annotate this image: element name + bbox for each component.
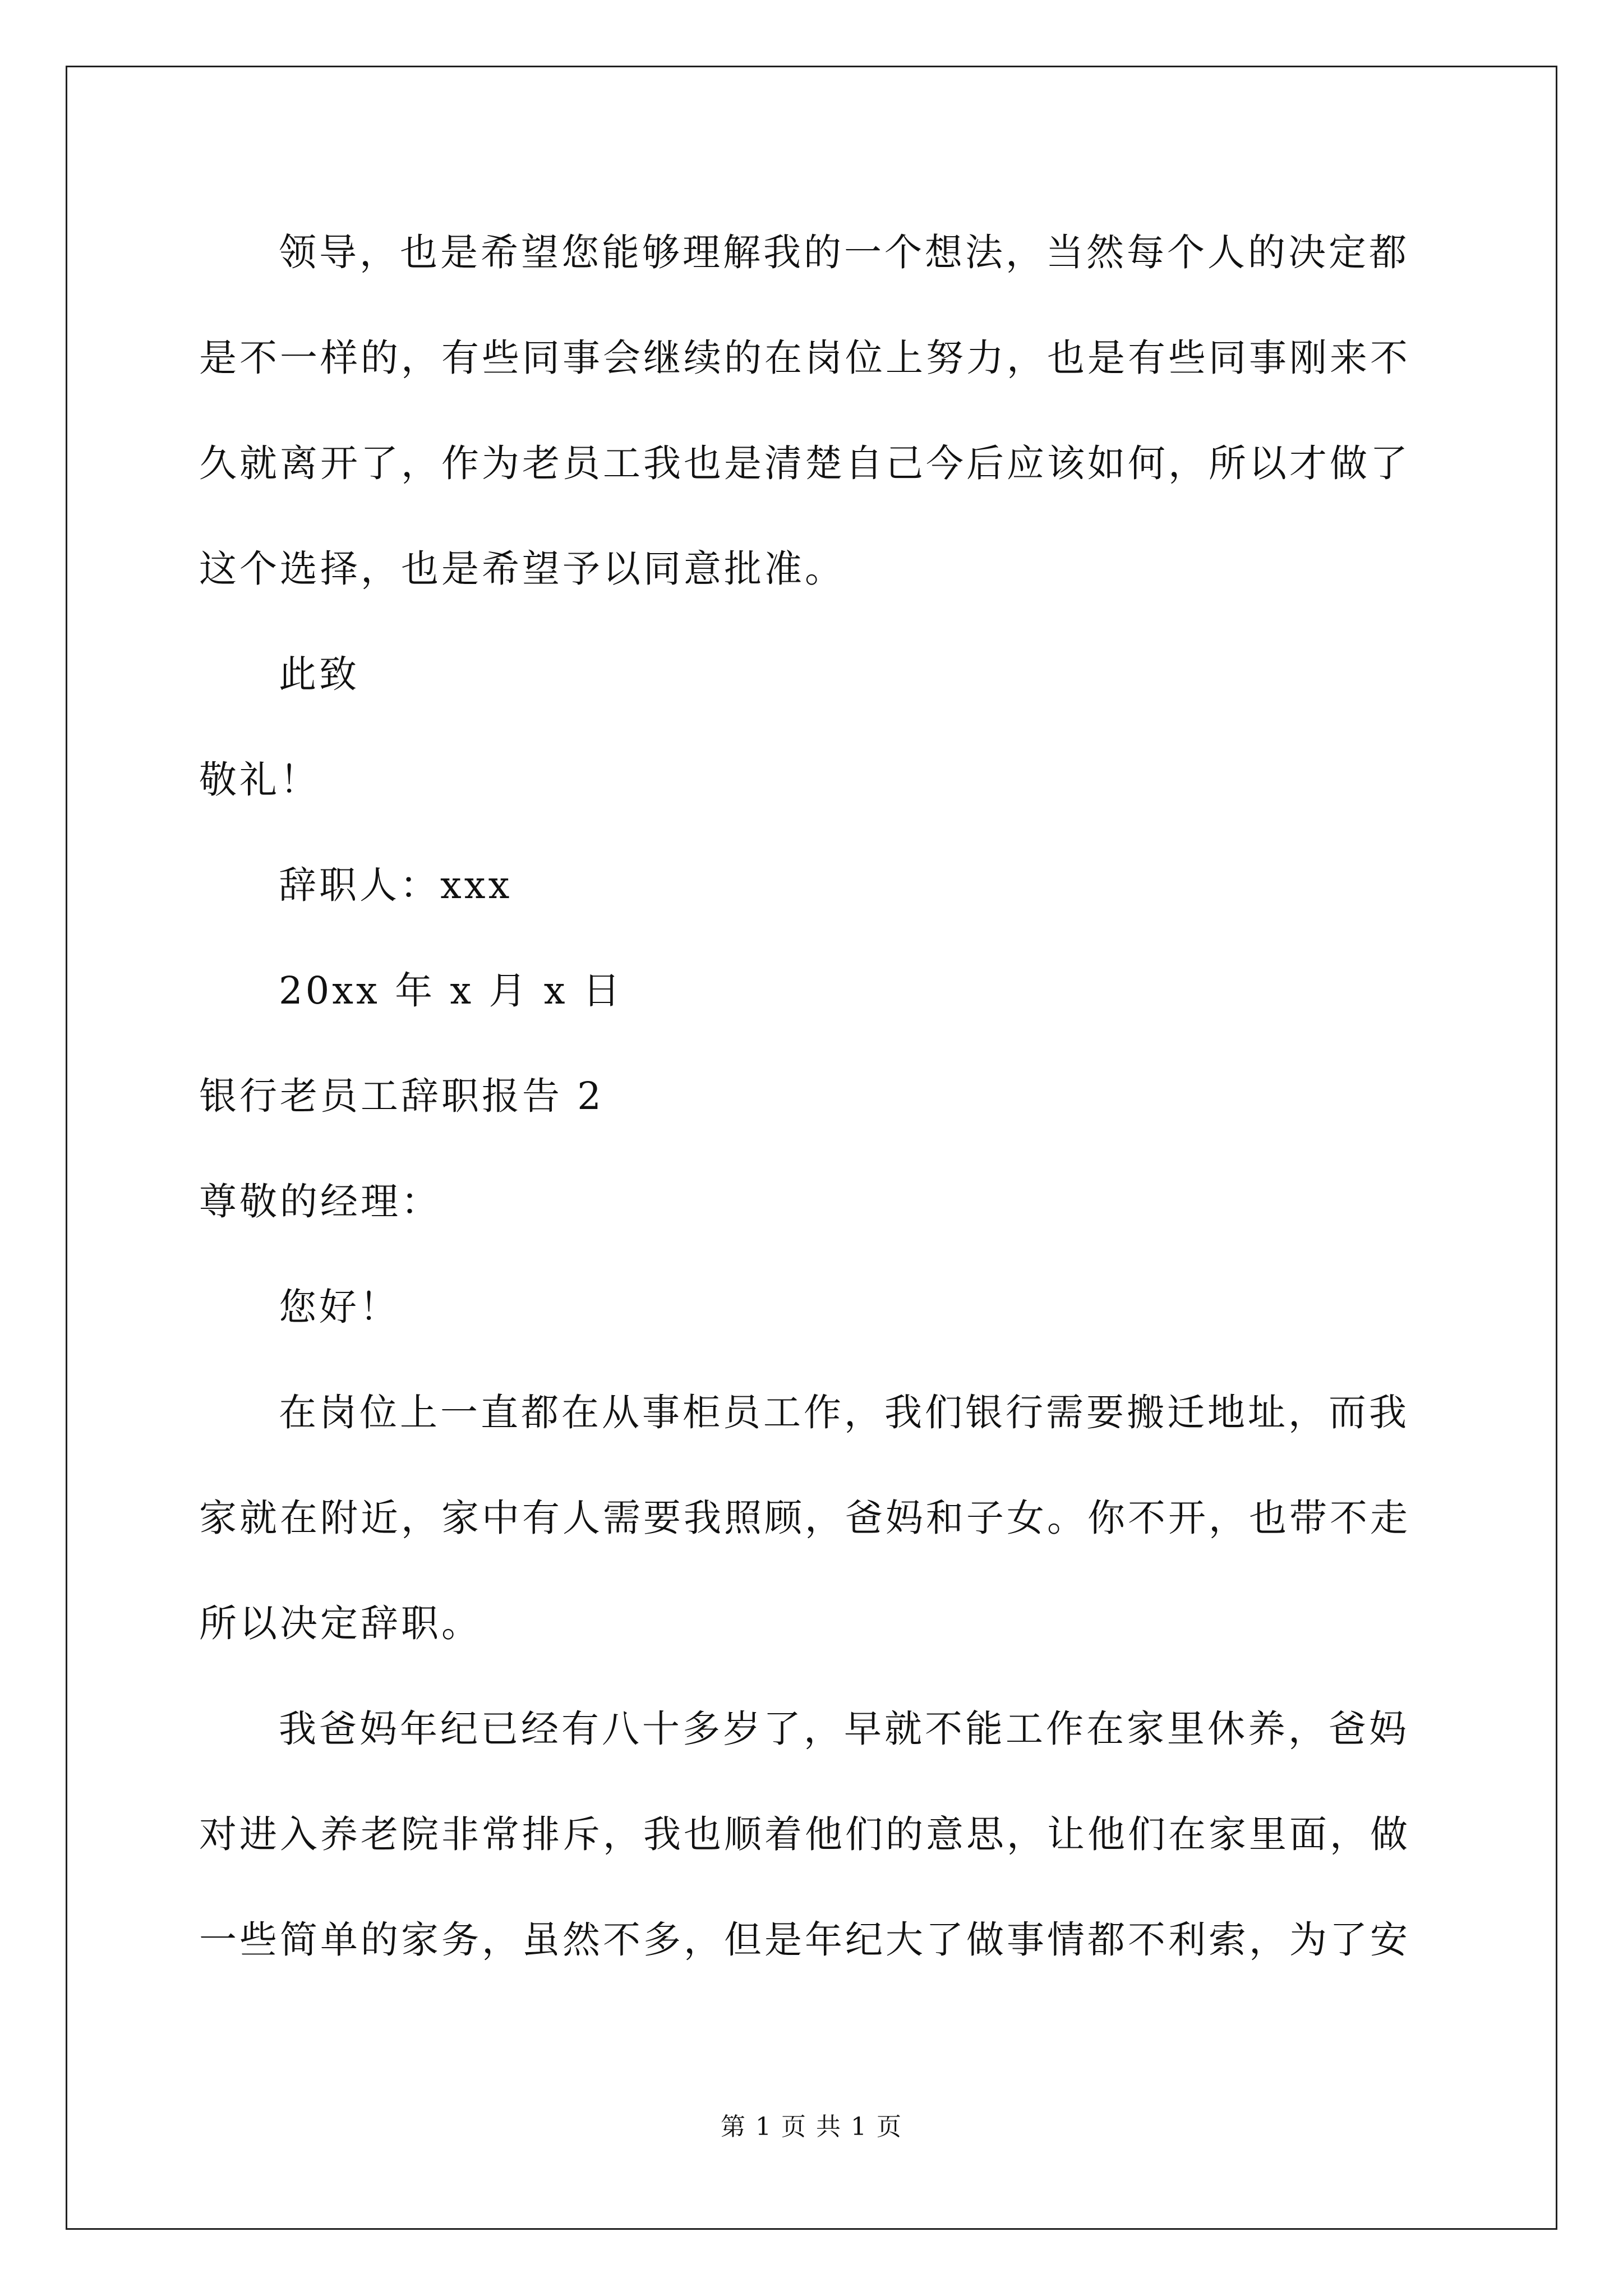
paragraph-line: 这个选择，也是希望予以同意批准。 <box>199 547 845 591</box>
greeting-recipient: 尊敬的经理： <box>199 1180 441 1223</box>
greeting: 您好！ <box>279 1285 400 1329</box>
signature-line: 辞职人：xxx <box>279 863 513 907</box>
date-line: 20xx 年 x 月 x 日 <box>279 969 623 1013</box>
closing-respect: 敬礼！ <box>199 758 320 802</box>
paragraph-line: 所以决定辞职。 <box>199 1602 482 1645</box>
paragraph-line: 领导，也是希望您能够理解我的一个想法，当然每个人的决定都 <box>279 231 1409 274</box>
paragraph-line: 对进入养老院非常排斥，我也顺着他们的意思，让他们在家里面，做 <box>199 1812 1410 1856</box>
page-number-footer: 第 1 页 共 1 页 <box>721 2113 902 2141</box>
paragraph-line: 家就在附近，家中有人需要我照顾，爸妈和子女。你不开，也带不走 <box>199 1496 1410 1540</box>
paragraph-line: 是不一样的，有些同事会继续的在岗位上努力，也是有些同事刚来不 <box>199 336 1410 380</box>
paragraph-line: 在岗位上一直都在从事柜员工作，我们银行需要搬迁地址，而我 <box>279 1391 1409 1434</box>
paragraph-line: 我爸妈年纪已经有八十多岁了，早就不能工作在家里休养，爸妈 <box>279 1707 1409 1751</box>
section-title: 银行老员工辞职报告 2 <box>199 1074 604 1118</box>
closing-salutation: 此致 <box>279 652 359 696</box>
paragraph-line: 一些简单的家务，虽然不多，但是年纪大了做事情都不利索，为了安 <box>199 1918 1410 1962</box>
paragraph-line: 久就离开了，作为老员工我也是清楚自己今后应该如何，所以才做了 <box>199 441 1410 485</box>
